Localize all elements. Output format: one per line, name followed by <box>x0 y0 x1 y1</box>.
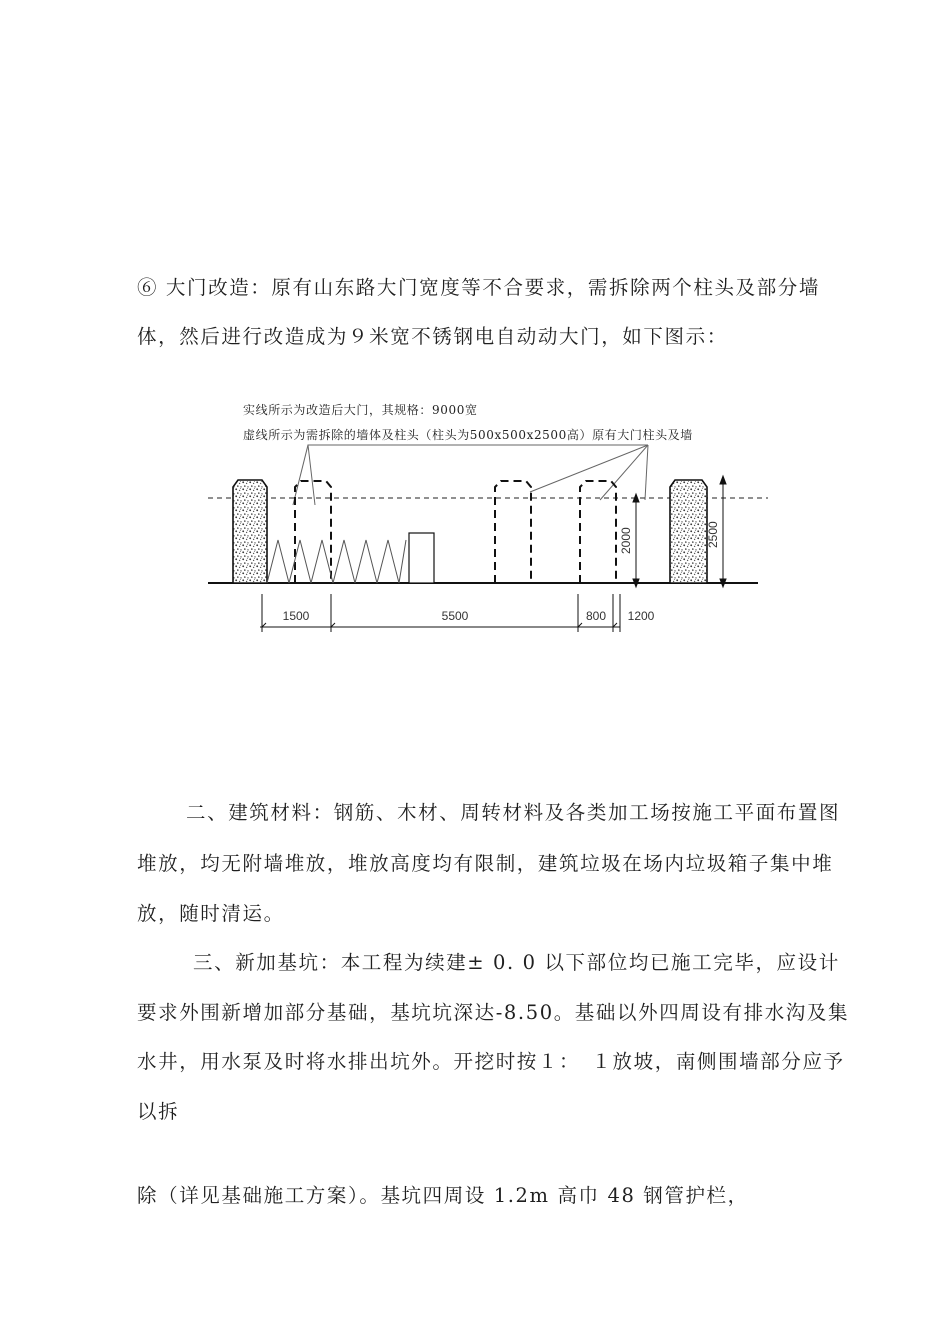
paragraph-materials-line-2: 堆放，均无附墙堆放，堆放高度均有限制，建筑垃圾在场内垃圾箱子集中堆 <box>137 852 834 875</box>
paragraph-materials-line-1: 二、建筑材料：钢筋、木材、周转材料及各类加工场按施工平面布置图 <box>186 801 841 824</box>
existing-pier-left <box>233 480 267 583</box>
existing-pier-right <box>670 480 707 583</box>
width-dimensions <box>260 594 620 632</box>
gate-control-box <box>409 533 434 583</box>
dashed-post-2 <box>495 481 531 583</box>
width-label-1500: 1500 <box>282 609 310 623</box>
paragraph-pit-line-4: 以拆 <box>137 1100 180 1123</box>
paragraph-gate-line-2: 体，然后进行改造成为９米宽不锈钢电自动动大门，如下图示： <box>137 325 728 348</box>
paragraph-pit-line-5: 除（详见基础施工方案）。基坑四周设 1.2m 高巾 48 钢管护栏， <box>137 1184 749 1207</box>
paragraph-pit-line-2: 要求外围新增加部分基础，基坑坑深达-8.50。基础以外四周设有排水沟及集 <box>137 1001 850 1024</box>
dashed-post-1 <box>295 481 331 583</box>
paragraph-materials-line-3: 放，随时清运。 <box>137 902 285 925</box>
height-dimension-2500 <box>720 476 726 587</box>
paragraph-pit-line-1: 三、新加基坑：本工程为续建± 0. 0 以下部位均已施工完毕，应设计 <box>193 951 840 974</box>
new-gate-zigzag <box>267 540 406 583</box>
width-label-5500: 5500 <box>441 609 469 623</box>
dashed-post-3 <box>580 481 616 583</box>
height-label-2500: 2500 <box>706 521 720 548</box>
note-solid-line: 实线所示为改造后大门，其规格：9000宽 <box>243 403 478 417</box>
paragraph-pit-line-3: 水井，用水泵及时将水排出坑外。开挖时按１： １放坡，南侧围墙部分应予 <box>137 1050 845 1073</box>
leader-lines <box>293 445 648 505</box>
width-label-1200: 1200 <box>627 609 655 623</box>
height-label-2000: 2000 <box>619 527 633 554</box>
note-dashed-line: 虚线所示为需拆除的墙体及柱头（柱头为500x500x2500高）原有大门柱头及墙 <box>243 428 693 442</box>
paragraph-gate-line-1: ⑥ 大门改造：原有山东路大门宽度等不合要求，需拆除两个柱头及部分墙 <box>137 276 820 299</box>
width-label-800: 800 <box>585 609 607 623</box>
height-dimension-2000 <box>633 494 639 587</box>
gate-diagram <box>200 390 770 640</box>
